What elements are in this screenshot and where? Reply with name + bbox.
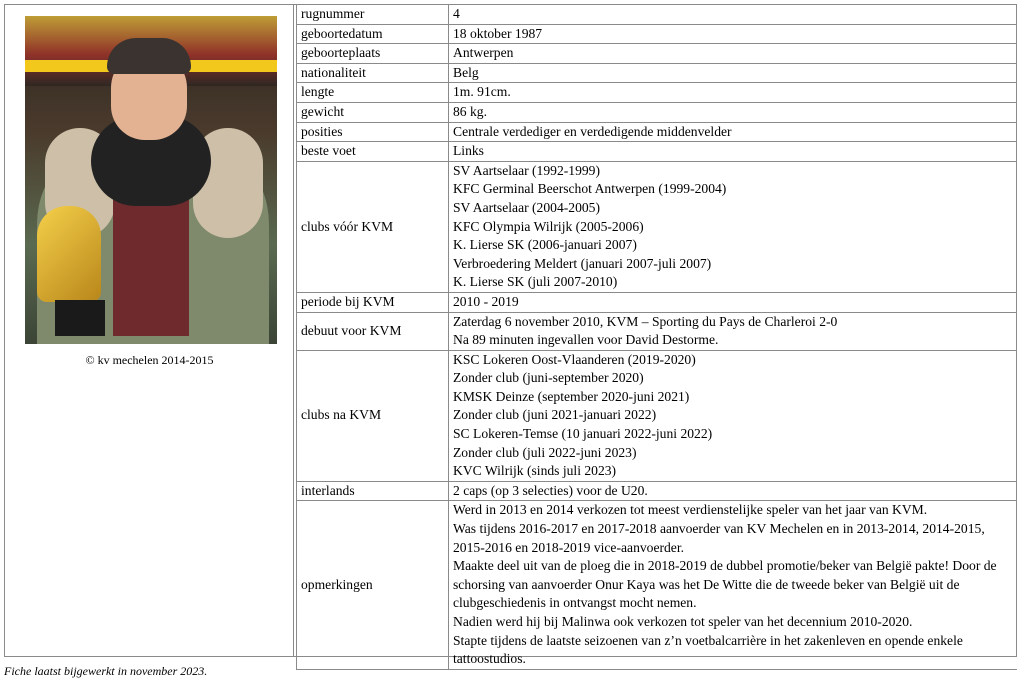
- row-label: debuut voor KVM: [297, 312, 449, 350]
- row-label: lengte: [297, 83, 449, 103]
- value-line: 2 caps (op 3 selecties) voor de U20.: [453, 482, 648, 498]
- table-row: [297, 142, 1018, 162]
- row-label: posities: [297, 122, 449, 142]
- trophy-base: [55, 300, 105, 336]
- row-value: [449, 122, 1018, 142]
- value-line: 2010 - 2019: [453, 293, 519, 309]
- row-value: [449, 142, 1018, 162]
- hair: [107, 38, 191, 74]
- value-line: SV Aartselaar (1992-1999): [453, 162, 600, 178]
- value-line: Na 89 minuten ingevallen voor David Destorme.: [453, 332, 719, 348]
- info-table: [296, 5, 1017, 670]
- value-line: 86 kg.: [453, 103, 487, 119]
- row-value: [449, 312, 1018, 350]
- value-line: KSC Lokeren Oost-Vlaanderen (2019-2020): [453, 351, 696, 367]
- table-row: [297, 481, 1018, 501]
- value-line: SC Lokeren-Temse (10 januari 2022-juni 2022): [453, 426, 713, 442]
- table-row: [297, 5, 1018, 24]
- row-label: geboortedatum: [297, 24, 449, 44]
- value-line: Zonder club (juni-september 2020): [453, 370, 644, 386]
- value-line: Nadien werd hij bij Malinwa ook verkozen tot speler van het decennium 2010-2020.: [453, 614, 913, 629]
- value-line: 18 oktober 1987: [453, 25, 543, 41]
- table-row: [297, 102, 1018, 122]
- photo-caption: © kv mechelen 2014-2015: [85, 353, 214, 367]
- row-label: clubs vóór KVM: [297, 161, 449, 292]
- table-row: [297, 24, 1018, 44]
- value-line: Verbroedering Meldert (januari 2007-juli 2007): [453, 255, 712, 271]
- value-line: Links: [453, 143, 484, 159]
- row-label: beste voet: [297, 142, 449, 162]
- value-line: 1m. 91cm.: [453, 84, 511, 100]
- row-value: [449, 24, 1018, 44]
- value-line: KFC Olympia Wilrijk (2005-2006): [453, 218, 644, 234]
- row-value: [449, 102, 1018, 122]
- value-line: 4: [453, 6, 460, 21]
- row-value: [449, 5, 1018, 24]
- value-line: Maakte deel uit van de ploeg die in 2018-2019 de dubbel promotie/beker van België pakte! Door de schorsing van aanvoerder Onur Kaya was het De Witte die de tweede beker van België uit de clubgeschiedenis in ontvangst mocht nemen.: [453, 558, 997, 611]
- value-line: Zonder club (juli 2022-juni 2023): [453, 444, 637, 460]
- table-row: [297, 292, 1018, 312]
- row-value: [449, 63, 1018, 83]
- value-line: KFC Germinal Beerschot Antwerpen (1999-2004): [453, 181, 727, 197]
- row-label: clubs na KVM: [297, 350, 449, 481]
- value-line: Belg: [453, 64, 479, 80]
- table-row: [297, 44, 1018, 64]
- value-line: Was tijdens 2016-2017 en 2017-2018 aanvoerder van KV Mechelen en in 2013-2014, 2014-2015, 2015-2016 en 2018-2019 vice-aanvoerder.: [453, 521, 985, 555]
- player-photo: [25, 16, 277, 344]
- row-value: [449, 292, 1018, 312]
- table-row: [297, 312, 1018, 350]
- row-label: geboorteplaats: [297, 44, 449, 64]
- value-line: Stapte tijdens de laatste seizoenen van z’n voetbalcarrière in het zakenleven en opende enkele tattoostudios.: [453, 632, 963, 667]
- value-line: KVC Wilrijk (sinds juli 2023): [453, 463, 617, 479]
- row-label: periode bij KVM: [297, 292, 449, 312]
- row-label: opmerkingen: [297, 501, 449, 669]
- row-label: gewicht: [297, 102, 449, 122]
- row-value: [449, 481, 1018, 501]
- value-line: Zaterdag 6 november 2010, KVM – Sporting du Pays de Charleroi 2-0: [453, 313, 838, 329]
- value-line: Zonder club (juni 2021-januari 2022): [453, 407, 657, 423]
- value-line: K. Lierse SK (juli 2007-2010): [453, 274, 618, 290]
- footnote: Fiche laatst bijgewerkt in november 2023.: [4, 664, 208, 678]
- table-row: [297, 63, 1018, 83]
- table-row: [297, 350, 1018, 481]
- value-line: Centrale verdediger en verdedigende middenvelder: [453, 123, 732, 139]
- row-label: interlands: [297, 481, 449, 501]
- table-row: [297, 83, 1018, 103]
- row-value: [449, 161, 1018, 292]
- table-row: [297, 122, 1018, 142]
- row-value: [449, 501, 1018, 669]
- value-line: SV Aartselaar (2004-2005): [453, 199, 600, 215]
- value-line: KMSK Deinze (september 2020-juni 2021): [453, 388, 690, 404]
- golden-trophy-icon: [37, 206, 101, 302]
- row-value: [449, 44, 1018, 64]
- player-fiche: [4, 4, 1017, 667]
- value-line: Antwerpen: [453, 45, 514, 61]
- row-value: [449, 83, 1018, 103]
- photo-cell: [5, 5, 294, 656]
- row-label: rugnummer: [297, 5, 449, 24]
- table-row: [297, 501, 1018, 669]
- value-line: K. Lierse SK (2006-januari 2007): [453, 237, 637, 253]
- value-line: Werd in 2013 en 2014 verkozen tot meest verdienstelijke speler van het jaar van KVM.: [453, 502, 928, 518]
- table-row: [297, 161, 1018, 292]
- sweater: [113, 186, 189, 336]
- row-value: [449, 350, 1018, 481]
- row-label: nationaliteit: [297, 63, 449, 83]
